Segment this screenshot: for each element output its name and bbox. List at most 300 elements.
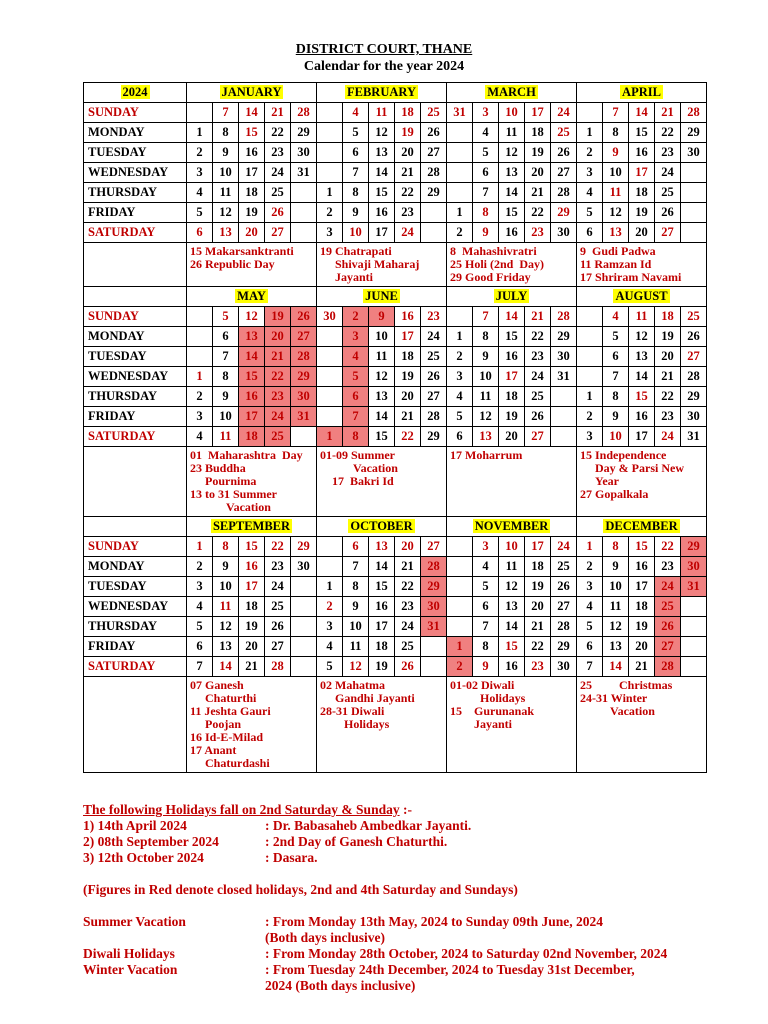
date-cell: 12 bbox=[213, 617, 239, 637]
date-cell: 22 bbox=[395, 183, 421, 203]
date-cell: 9 bbox=[473, 223, 499, 243]
date-cell: 2 bbox=[343, 307, 369, 327]
date-cell: 21 bbox=[629, 657, 655, 677]
date-cell bbox=[681, 597, 707, 617]
date-cell: 26 bbox=[681, 327, 707, 347]
date-cell: 9 bbox=[343, 203, 369, 223]
date-cell: 7 bbox=[343, 163, 369, 183]
date-cell: 5 bbox=[343, 123, 369, 143]
date-cell: 4 bbox=[343, 347, 369, 367]
date-cell: 10 bbox=[603, 577, 629, 597]
date-cell: 12 bbox=[369, 367, 395, 387]
date-cell: 23 bbox=[395, 597, 421, 617]
date-cell: 7 bbox=[473, 617, 499, 637]
month-header: JUNE bbox=[365, 289, 398, 303]
date-cell: 29 bbox=[551, 327, 577, 347]
date-cell: 18 bbox=[499, 387, 525, 407]
date-cell: 30 bbox=[551, 657, 577, 677]
date-cell: 26 bbox=[525, 407, 551, 427]
date-cell: 28 bbox=[551, 617, 577, 637]
date-cell: 1 bbox=[317, 427, 343, 447]
date-cell: 22 bbox=[265, 537, 291, 557]
date-cell: 29 bbox=[551, 637, 577, 657]
date-cell: 20 bbox=[629, 223, 655, 243]
holiday-list: 01 Maharashtra Day 23 Buddha Pournima 13 to 31 Summer Vacation bbox=[187, 447, 317, 517]
date-cell: 11 bbox=[213, 427, 239, 447]
date-cell bbox=[447, 597, 473, 617]
date-cell: 23 bbox=[265, 387, 291, 407]
date-cell: 15 bbox=[629, 123, 655, 143]
date-cell: 29 bbox=[421, 427, 447, 447]
note-item: 1) 14th April 2024 : Dr. Babasaheb Ambedkar Jayanti. bbox=[83, 818, 472, 833]
date-cell: 13 bbox=[499, 597, 525, 617]
date-cell: 22 bbox=[525, 203, 551, 223]
date-cell bbox=[317, 143, 343, 163]
date-cell: 27 bbox=[421, 387, 447, 407]
date-cell: 3 bbox=[447, 367, 473, 387]
date-cell: 17 bbox=[629, 577, 655, 597]
date-cell: 14 bbox=[499, 617, 525, 637]
date-cell: 5 bbox=[447, 407, 473, 427]
date-cell bbox=[681, 617, 707, 637]
date-cell: 26 bbox=[655, 617, 681, 637]
date-cell: 4 bbox=[187, 427, 213, 447]
date-cell: 1 bbox=[317, 577, 343, 597]
date-cell: 27 bbox=[291, 327, 317, 347]
date-cell: 16 bbox=[499, 347, 525, 367]
day-name: FRIDAY bbox=[84, 637, 187, 657]
date-cell: 26 bbox=[551, 143, 577, 163]
date-cell: 28 bbox=[291, 347, 317, 367]
date-cell bbox=[681, 163, 707, 183]
date-cell: 17 bbox=[239, 163, 265, 183]
month-header: JULY bbox=[495, 289, 528, 303]
date-cell: 30 bbox=[681, 557, 707, 577]
date-cell: 9 bbox=[343, 597, 369, 617]
date-cell: 15 bbox=[369, 427, 395, 447]
date-cell: 9 bbox=[213, 143, 239, 163]
date-cell: 10 bbox=[213, 407, 239, 427]
date-cell: 7 bbox=[603, 103, 629, 123]
date-cell: 23 bbox=[525, 347, 551, 367]
date-cell: 29 bbox=[681, 387, 707, 407]
date-cell: 6 bbox=[603, 347, 629, 367]
date-cell: 27 bbox=[551, 597, 577, 617]
date-cell: 31 bbox=[291, 163, 317, 183]
date-cell: 24 bbox=[265, 163, 291, 183]
date-cell: 24 bbox=[395, 617, 421, 637]
date-cell bbox=[291, 577, 317, 597]
date-cell: 2 bbox=[447, 347, 473, 367]
date-cell: 19 bbox=[265, 307, 291, 327]
date-cell: 8 bbox=[603, 537, 629, 557]
date-cell: 4 bbox=[187, 183, 213, 203]
date-cell: 5 bbox=[577, 203, 603, 223]
date-cell: 17 bbox=[629, 163, 655, 183]
date-cell: 11 bbox=[603, 183, 629, 203]
holiday-list: 02 Mahatma Gandhi Jayanti 28-31 Diwali Holidays bbox=[317, 677, 447, 773]
date-cell: 4 bbox=[577, 597, 603, 617]
date-cell: 19 bbox=[525, 577, 551, 597]
date-cell: 3 bbox=[187, 163, 213, 183]
date-cell: 27 bbox=[551, 163, 577, 183]
day-name: SUNDAY bbox=[84, 537, 187, 557]
date-cell: 12 bbox=[603, 203, 629, 223]
date-cell: 8 bbox=[343, 183, 369, 203]
date-cell: 15 bbox=[239, 537, 265, 557]
date-cell: 10 bbox=[603, 427, 629, 447]
date-cell: 21 bbox=[655, 367, 681, 387]
diwali-holidays: Diwali Holidays : From Monday 28th October, 2024 to Saturday 02nd November, 2024 bbox=[83, 946, 668, 961]
date-cell bbox=[291, 183, 317, 203]
date-cell: 8 bbox=[213, 367, 239, 387]
date-cell: 10 bbox=[213, 163, 239, 183]
date-cell: 2 bbox=[447, 657, 473, 677]
date-cell bbox=[577, 327, 603, 347]
date-cell: 4 bbox=[187, 597, 213, 617]
month-header: NOVEMBER bbox=[474, 519, 549, 533]
date-cell: 21 bbox=[265, 103, 291, 123]
date-cell: 22 bbox=[525, 637, 551, 657]
note-item: 2) 08th September 2024 : 2nd Day of Ganesh Chaturthi. bbox=[83, 834, 448, 849]
date-cell: 20 bbox=[525, 597, 551, 617]
date-cell: 26 bbox=[291, 307, 317, 327]
date-cell: 11 bbox=[629, 307, 655, 327]
day-name: SATURDAY bbox=[84, 223, 187, 243]
date-cell: 30 bbox=[681, 143, 707, 163]
date-cell: 13 bbox=[473, 427, 499, 447]
date-cell: 30 bbox=[291, 387, 317, 407]
date-cell: 16 bbox=[499, 223, 525, 243]
date-cell: 20 bbox=[629, 637, 655, 657]
date-cell bbox=[447, 123, 473, 143]
date-cell: 16 bbox=[629, 407, 655, 427]
date-cell: 29 bbox=[421, 577, 447, 597]
date-cell: 9 bbox=[473, 347, 499, 367]
holiday-list: 07 Ganesh Chaturthi 11 Jeshta Gauri Poojan 16 Id-E-Milad 17 Anant Chaturdashi bbox=[187, 677, 317, 773]
date-cell: 7 bbox=[603, 367, 629, 387]
date-cell bbox=[317, 347, 343, 367]
date-cell: 17 bbox=[369, 617, 395, 637]
date-cell bbox=[551, 387, 577, 407]
date-cell: 28 bbox=[421, 163, 447, 183]
date-cell: 7 bbox=[343, 407, 369, 427]
date-cell: 5 bbox=[187, 617, 213, 637]
date-cell: 26 bbox=[551, 577, 577, 597]
date-cell: 5 bbox=[187, 203, 213, 223]
date-cell: 4 bbox=[473, 557, 499, 577]
date-cell: 2 bbox=[317, 597, 343, 617]
date-cell: 25 bbox=[265, 183, 291, 203]
day-name: MONDAY bbox=[84, 123, 187, 143]
date-cell: 17 bbox=[525, 537, 551, 557]
date-cell: 1 bbox=[187, 123, 213, 143]
date-cell: 17 bbox=[369, 223, 395, 243]
date-cell: 6 bbox=[473, 597, 499, 617]
date-cell: 31 bbox=[421, 617, 447, 637]
date-cell: 6 bbox=[473, 163, 499, 183]
date-cell bbox=[447, 143, 473, 163]
date-cell bbox=[291, 637, 317, 657]
date-cell: 2 bbox=[447, 223, 473, 243]
date-cell: 5 bbox=[577, 617, 603, 637]
date-cell bbox=[681, 657, 707, 677]
date-cell: 26 bbox=[421, 367, 447, 387]
date-cell: 3 bbox=[577, 577, 603, 597]
calendar-table bbox=[83, 82, 707, 773]
date-cell: 16 bbox=[239, 387, 265, 407]
date-cell: 31 bbox=[551, 367, 577, 387]
date-cell: 15 bbox=[499, 203, 525, 223]
date-cell: 27 bbox=[421, 143, 447, 163]
date-cell: 20 bbox=[525, 163, 551, 183]
date-cell: 28 bbox=[421, 407, 447, 427]
date-cell: 15 bbox=[369, 577, 395, 597]
date-cell: 11 bbox=[343, 637, 369, 657]
date-cell: 18 bbox=[629, 183, 655, 203]
date-cell: 4 bbox=[317, 637, 343, 657]
date-cell: 25 bbox=[655, 183, 681, 203]
date-cell: 23 bbox=[395, 203, 421, 223]
date-cell: 9 bbox=[603, 407, 629, 427]
date-cell bbox=[577, 367, 603, 387]
day-name: SUNDAY bbox=[84, 307, 187, 327]
notes-section: The following Holidays fall on 2nd Saturday & Sunday :- 1) 14th April 2024 : Dr. Babasaheb Ambedkar Jayanti. 2) 08th September 2024 : 2nd Day of Ganesh Chaturthi. 3) 12th October 2024 : Dasara. (Figures in Red denote closed holidays, 2nd and 4th Saturday and Sundays) Summer Vacation : From Monday 13th May, 2024 to Sunday 09th June, 2024 (Both days inclusive) Diwali Holidays : From Monday 28th October, 2024 to Saturday 02nd November, 2024 Winter Vacation : From Tuesday 24th December, 2024 to Tuesday 31st December, 2024 (Both days inclusive) bbox=[83, 802, 743, 994]
date-cell: 21 bbox=[655, 103, 681, 123]
date-cell bbox=[187, 327, 213, 347]
date-cell: 16 bbox=[369, 203, 395, 223]
date-cell bbox=[291, 617, 317, 637]
date-cell: 6 bbox=[577, 223, 603, 243]
date-cell: 19 bbox=[629, 203, 655, 223]
date-cell: 2 bbox=[577, 407, 603, 427]
date-cell bbox=[447, 307, 473, 327]
date-cell: 1 bbox=[577, 387, 603, 407]
date-cell: 16 bbox=[629, 557, 655, 577]
month-header: SEPTEMBER bbox=[212, 519, 291, 533]
date-cell: 11 bbox=[369, 103, 395, 123]
date-cell: 21 bbox=[525, 183, 551, 203]
date-cell: 17 bbox=[525, 103, 551, 123]
date-cell: 14 bbox=[603, 657, 629, 677]
date-cell: 25 bbox=[265, 597, 291, 617]
day-name: TUESDAY bbox=[84, 347, 187, 367]
date-cell: 14 bbox=[499, 183, 525, 203]
date-cell: 2 bbox=[187, 557, 213, 577]
date-cell: 31 bbox=[291, 407, 317, 427]
day-name: SATURDAY bbox=[84, 657, 187, 677]
date-cell: 13 bbox=[213, 637, 239, 657]
date-cell: 23 bbox=[265, 143, 291, 163]
date-cell: 12 bbox=[369, 123, 395, 143]
date-cell: 17 bbox=[239, 407, 265, 427]
date-cell: 15 bbox=[239, 123, 265, 143]
date-cell bbox=[317, 557, 343, 577]
date-cell: 29 bbox=[291, 537, 317, 557]
date-cell: 21 bbox=[265, 347, 291, 367]
date-cell: 3 bbox=[577, 163, 603, 183]
date-cell: 13 bbox=[369, 537, 395, 557]
date-cell bbox=[317, 123, 343, 143]
date-cell bbox=[577, 347, 603, 367]
date-cell: 4 bbox=[473, 123, 499, 143]
date-cell: 22 bbox=[265, 367, 291, 387]
holiday-list: 01-09 Summer Vacation 17 Bakri Id bbox=[317, 447, 447, 517]
date-cell: 12 bbox=[213, 203, 239, 223]
date-cell bbox=[681, 637, 707, 657]
day-name: FRIDAY bbox=[84, 407, 187, 427]
date-cell: 12 bbox=[603, 617, 629, 637]
date-cell: 22 bbox=[655, 537, 681, 557]
date-cell: 24 bbox=[395, 223, 421, 243]
date-cell: 29 bbox=[421, 183, 447, 203]
date-cell: 2 bbox=[187, 143, 213, 163]
date-cell bbox=[317, 327, 343, 347]
month-header: MAY bbox=[237, 289, 266, 303]
date-cell: 16 bbox=[239, 557, 265, 577]
date-cell: 16 bbox=[629, 143, 655, 163]
date-cell: 5 bbox=[473, 143, 499, 163]
date-cell bbox=[447, 577, 473, 597]
date-cell: 10 bbox=[499, 537, 525, 557]
date-cell: 19 bbox=[239, 203, 265, 223]
date-cell: 24 bbox=[655, 427, 681, 447]
date-cell bbox=[447, 617, 473, 637]
date-cell: 29 bbox=[291, 367, 317, 387]
holiday-list: 15 Independence Day & Parsi New Year 27 Gopalkala bbox=[577, 447, 707, 517]
day-name: TUESDAY bbox=[84, 577, 187, 597]
date-cell: 8 bbox=[343, 577, 369, 597]
date-cell: 27 bbox=[681, 347, 707, 367]
date-cell: 8 bbox=[473, 637, 499, 657]
date-cell: 29 bbox=[681, 123, 707, 143]
date-cell: 28 bbox=[551, 183, 577, 203]
date-cell: 20 bbox=[395, 143, 421, 163]
date-cell: 13 bbox=[369, 143, 395, 163]
date-cell bbox=[317, 537, 343, 557]
date-cell: 13 bbox=[499, 163, 525, 183]
day-name: THURSDAY bbox=[84, 387, 187, 407]
date-cell: 28 bbox=[265, 657, 291, 677]
date-cell: 7 bbox=[473, 183, 499, 203]
month-header: DECEMBER bbox=[605, 519, 678, 533]
date-cell: 8 bbox=[213, 123, 239, 143]
date-cell: 11 bbox=[499, 557, 525, 577]
day-name: MONDAY bbox=[84, 327, 187, 347]
date-cell: 11 bbox=[213, 597, 239, 617]
date-cell: 23 bbox=[421, 307, 447, 327]
date-cell: 27 bbox=[655, 637, 681, 657]
month-header: MARCH bbox=[487, 85, 536, 99]
date-cell: 25 bbox=[551, 123, 577, 143]
date-cell: 18 bbox=[395, 103, 421, 123]
date-cell: 13 bbox=[629, 347, 655, 367]
date-cell: 22 bbox=[395, 427, 421, 447]
date-cell: 9 bbox=[213, 557, 239, 577]
date-cell bbox=[421, 637, 447, 657]
date-cell: 7 bbox=[213, 103, 239, 123]
date-cell: 28 bbox=[291, 103, 317, 123]
date-cell: 30 bbox=[291, 557, 317, 577]
date-cell: 20 bbox=[395, 387, 421, 407]
date-cell: 12 bbox=[499, 577, 525, 597]
notes-heading: The following Holidays fall on 2nd Saturday & Sunday :- bbox=[83, 802, 412, 817]
date-cell: 23 bbox=[655, 143, 681, 163]
date-cell: 13 bbox=[603, 637, 629, 657]
date-cell: 16 bbox=[499, 657, 525, 677]
date-cell: 28 bbox=[681, 367, 707, 387]
month-header: JANUARY bbox=[221, 85, 282, 99]
date-cell: 4 bbox=[577, 183, 603, 203]
date-cell: 4 bbox=[343, 103, 369, 123]
date-cell: 18 bbox=[525, 557, 551, 577]
date-cell: 14 bbox=[369, 407, 395, 427]
date-cell: 17 bbox=[499, 367, 525, 387]
date-cell: 24 bbox=[525, 367, 551, 387]
date-cell: 14 bbox=[369, 163, 395, 183]
date-cell: 15 bbox=[369, 183, 395, 203]
date-cell: 10 bbox=[473, 367, 499, 387]
date-cell: 21 bbox=[395, 407, 421, 427]
date-cell: 5 bbox=[603, 327, 629, 347]
date-cell bbox=[291, 203, 317, 223]
holiday-list: 25 Christmas 24-31 Winter Vacation bbox=[577, 677, 707, 773]
date-cell: 22 bbox=[265, 123, 291, 143]
date-cell bbox=[577, 307, 603, 327]
date-cell: 11 bbox=[473, 387, 499, 407]
date-cell: 25 bbox=[681, 307, 707, 327]
date-cell: 22 bbox=[655, 123, 681, 143]
month-header: AUGUST bbox=[615, 289, 668, 303]
date-cell: 14 bbox=[629, 367, 655, 387]
date-cell: 20 bbox=[655, 347, 681, 367]
date-cell: 8 bbox=[473, 327, 499, 347]
date-cell bbox=[551, 427, 577, 447]
date-cell: 25 bbox=[655, 597, 681, 617]
date-cell bbox=[317, 367, 343, 387]
day-name: WEDNESDAY bbox=[84, 163, 187, 183]
date-cell: 11 bbox=[213, 183, 239, 203]
date-cell: 5 bbox=[317, 657, 343, 677]
date-cell: 9 bbox=[473, 657, 499, 677]
date-cell: 2 bbox=[317, 203, 343, 223]
month-header: FEBRUARY bbox=[346, 85, 416, 99]
date-cell: 31 bbox=[681, 427, 707, 447]
day-name: SUNDAY bbox=[84, 103, 187, 123]
date-cell: 6 bbox=[213, 327, 239, 347]
date-cell: 3 bbox=[317, 617, 343, 637]
date-cell: 18 bbox=[395, 347, 421, 367]
date-cell: 24 bbox=[265, 407, 291, 427]
date-cell: 23 bbox=[525, 223, 551, 243]
date-cell: 18 bbox=[239, 183, 265, 203]
date-cell: 9 bbox=[369, 307, 395, 327]
date-cell: 10 bbox=[213, 577, 239, 597]
date-cell bbox=[681, 203, 707, 223]
date-cell: 4 bbox=[603, 307, 629, 327]
date-cell: 30 bbox=[421, 597, 447, 617]
date-cell: 20 bbox=[239, 223, 265, 243]
date-cell: 18 bbox=[629, 597, 655, 617]
date-cell: 6 bbox=[343, 143, 369, 163]
date-cell: 30 bbox=[551, 223, 577, 243]
day-name: THURSDAY bbox=[84, 617, 187, 637]
date-cell: 12 bbox=[343, 657, 369, 677]
date-cell: 17 bbox=[395, 327, 421, 347]
date-cell: 23 bbox=[655, 557, 681, 577]
date-cell: 23 bbox=[525, 657, 551, 677]
date-cell: 13 bbox=[239, 327, 265, 347]
